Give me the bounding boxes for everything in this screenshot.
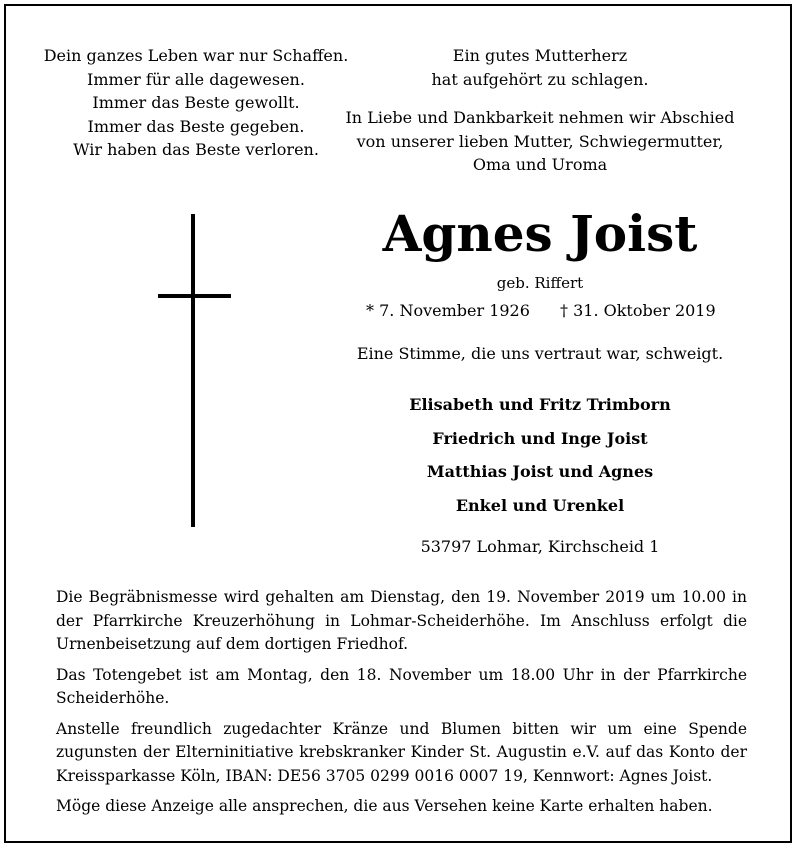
cross-icon-bar: [158, 294, 231, 298]
paragraph: Die Begräbnismesse wird gehalten am Dienstag, den 19. November 2019 um 10.00 in der Pfarrkirche Kreuzerhöhung in Lohmar-Scheiderhöhe. Im Anschluss erfolgt die Urnenbeisetzung auf dem dortigen Friedhof.: [56, 588, 747, 653]
funeral-details: [56, 586, 747, 826]
cross-icon: [191, 214, 195, 527]
poem: [36, 44, 356, 162]
poem-line: Wir haben das Beste verloren.: [73, 140, 319, 159]
deceased-name: Agnes Joist: [382, 204, 698, 263]
family-list: [340, 388, 740, 522]
family-line: Friedrich und Inge Joist: [432, 428, 648, 448]
paragraph: Anstelle freundlich zugedachter Kränze und Blumen bitten wir um eine Spende zugunsten der Elterninitiative krebskranker Kinder St. Augustin e.V. auf das Konto der Kreissparkasse Köln, IBAN: DE56 3705 0299 0016 0007 19, Kennwort: Agnes Joist.: [56, 719, 747, 785]
intro-line: von unserer lieben Mutter, Schwiegermutter,: [356, 131, 724, 151]
poem-line: Immer das Beste gewollt.: [92, 93, 300, 112]
birth-date: * 7. November 1926: [366, 301, 530, 320]
intro-line: Ein gutes Mutterherz: [452, 46, 628, 65]
intro-line: Oma und Uroma: [472, 155, 608, 174]
intro-line: hat aufgehört zu schlagen.: [431, 69, 649, 89]
intro-text: [340, 44, 740, 177]
death-date: † 31. Oktober 2019: [560, 301, 716, 320]
quote: Eine Stimme, die uns vertraut war, schweigt.: [356, 344, 724, 363]
paragraph: Möge diese Anzeige alle ansprechen, die aus Versehen keine Karte erhalten haben.: [56, 797, 713, 815]
maiden-name: geb. Riffert: [496, 274, 584, 292]
family-line: Elisabeth und Fritz Trimborn: [409, 395, 671, 414]
paragraph: Das Totengebet ist am Montag, den 18. November um 18.00 Uhr in der Pfarrkirche Scheiderhöhe.: [56, 665, 747, 707]
poem-line: Immer für alle dagewesen.: [87, 69, 305, 89]
family-line: Enkel und Urenkel: [455, 495, 625, 515]
poem-line: Immer das Beste gegeben.: [87, 116, 305, 136]
intro-line: In Liebe und Dankbarkeit nehmen wir Abschied: [345, 108, 735, 127]
address: 53797 Lohmar, Kirchscheid 1: [420, 537, 660, 556]
poem-line: Dein ganzes Leben war nur Schaffen.: [43, 46, 349, 65]
family-line: Matthias Joist und Agnes: [426, 462, 654, 481]
